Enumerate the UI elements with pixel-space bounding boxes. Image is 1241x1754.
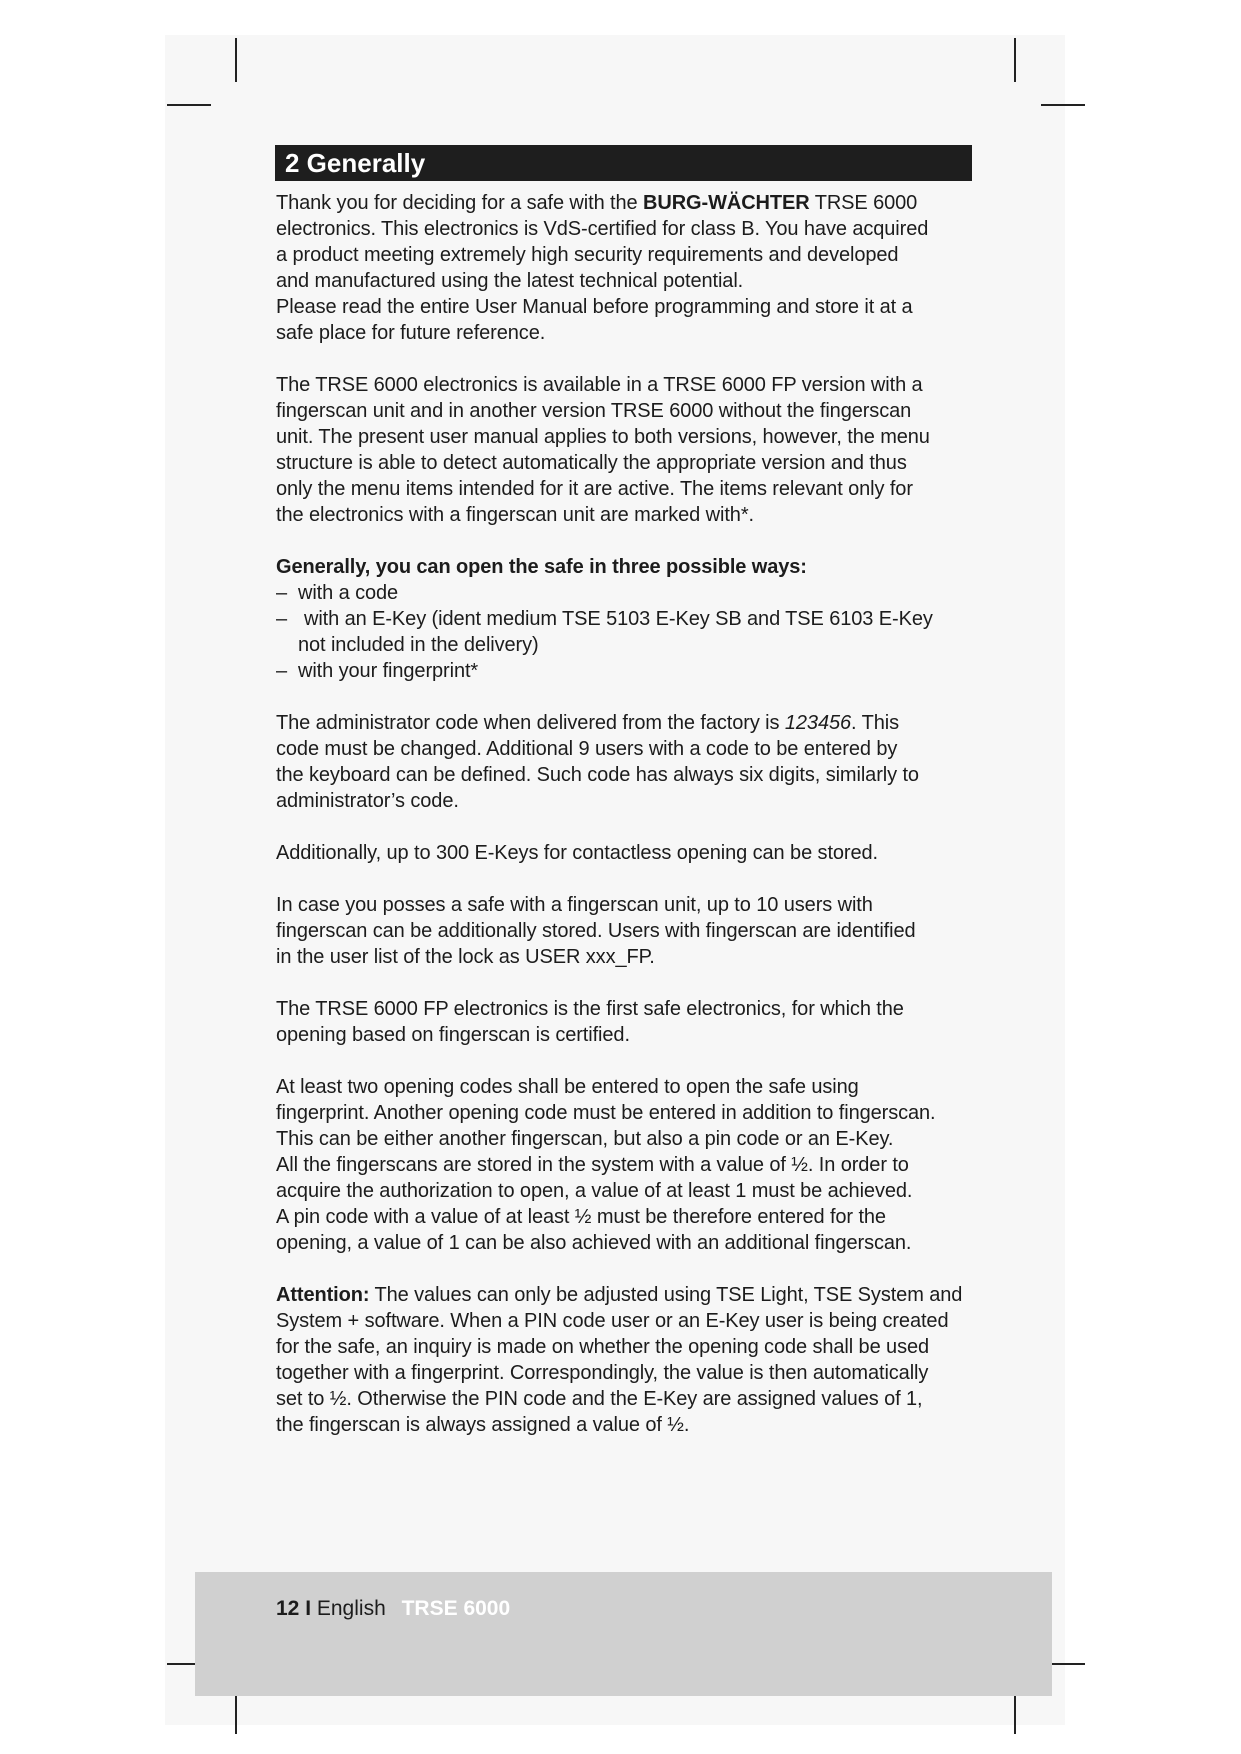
intro-line-3: a product meeting extremely high security requirements and developed [276,244,899,266]
intro-line-1-rest: TRSE 6000 [814,192,918,214]
versions-line: The TRSE 6000 electronics is available in a TRSE 6000 FP version with a [276,374,923,396]
certified-line: opening based on fingerscan is certified. [276,1024,630,1046]
fingerscan-line: fingerscan can be additionally stored. Users with fingerscan are identified [276,920,916,942]
admin-line-1-text: The administrator code when delivered from the factory is [276,712,780,734]
opening-codes-line: opening, a value of 1 can be also achieved with an additional fingerscan. [276,1232,912,1254]
dash: – [276,660,288,682]
intro-line-4: and manufactured using the latest technical potential. [276,270,744,292]
attention-line: the fingerscan is always assigned a value of ½. [276,1414,690,1436]
certified-line: The TRSE 6000 FP electronics is the first safe electronics, for which the [276,998,904,1020]
fingerscan-line: In case you posses a safe with a fingerscan unit, up to 10 users with [276,894,873,916]
section-heading: 2 Generally [275,145,972,181]
attention-line-1 [276,1282,976,1308]
list-item [276,580,976,606]
ways-list [276,580,976,684]
intro-line-5: Please read the entire User Manual before programming and store it at a [276,296,913,318]
attention-label: Attention: [276,1284,370,1306]
list-item-text: with an E-Key (ident medium TSE 5103 E-Key SB and TSE 6103 E-Key [304,608,933,630]
fingerscan-users-paragraph [276,892,976,970]
footer-language: English [316,1597,386,1620]
crop-mark-bottom-right-vertical [1014,1690,1016,1734]
attention-line: together with a fingerprint. Correspondingly, the value is then automatically [276,1362,929,1384]
intro-paragraph [276,190,976,346]
opening-codes-line: A pin code with a value of at least ½ must be therefore entered for the [276,1206,886,1228]
opening-codes-paragraph [276,1074,976,1256]
fingerscan-line: in the user list of the lock as USER xxx_FP. [276,946,655,968]
attention-line: set to ½. Otherwise the PIN code and the E-Key are assigned values of 1, [276,1388,923,1410]
list-item-text-continued: not included in the delivery) [298,634,539,656]
admin-line-2: code must be changed. Additional 9 users with a code to be entered by [276,738,898,760]
intro-line-2: electronics. This electronics is VdS-certified for class B. You have acquired [276,218,929,240]
intro-line-6: safe place for future reference. [276,322,546,344]
versions-line: only the menu items intended for it are active. The items relevant only for [276,478,913,500]
intro-line-1 [276,190,976,216]
opening-codes-line: fingerprint. Another opening code must be entered in addition to fingerscan. [276,1102,936,1124]
attention-line: for the safe, an inquiry is made on whether the opening code shall be used [276,1336,930,1358]
dash: – [276,582,288,604]
opening-codes-line: acquire the authorization to open, a value of at least 1 must be achieved. [276,1180,913,1202]
attention-paragraph [276,1282,976,1438]
ways-title: Generally, you can open the safe in three possible ways: [276,556,807,578]
opening-codes-line: This can be either another fingerscan, but also a pin code or an E-Key. [276,1128,894,1150]
footer-model: TRSE 6000 [401,1597,511,1620]
crop-mark-bottom-left-vertical [235,1690,237,1734]
opening-codes-line: All the fingerscans are stored in the system with a value of ½. In order to [276,1154,909,1176]
page-footer [195,1572,1052,1696]
admin-line-1 [276,710,976,736]
versions-line: structure is able to detect automatically the appropriate version and thus [276,452,907,474]
attention-line: System + software. When a PIN code user or an E-Key user is being created [276,1310,949,1332]
admin-default-code: 123456 [784,712,852,734]
list-item [276,658,976,684]
versions-line: the electronics with a fingerscan unit are marked with*. [276,504,754,526]
dash: – [276,608,288,630]
list-item [276,606,976,658]
footer-text [276,1596,510,1622]
list-item-text: with a code [298,582,399,604]
versions-line: unit. The present user manual applies to both versions, however, the menu [276,426,930,448]
brand-name: BURG-WÄCHTER [643,192,810,214]
attention-line-1-text: The values can only be adjusted using TSE Light, TSE System and [374,1284,963,1306]
page-number: 12 I [276,1597,312,1620]
crop-mark-top-left-vertical [235,38,237,82]
crop-mark-top-right-vertical [1014,38,1016,82]
intro-lead: Thank you for deciding for a safe with the [276,192,638,214]
body-text [276,190,976,1464]
list-item-text: with your fingerprint* [298,660,479,682]
versions-paragraph [276,372,976,528]
opening-codes-line: At least two opening codes shall be entered to open the safe using [276,1076,859,1098]
admin-line-4: administrator’s code. [276,790,459,812]
crop-mark-top-right-horizontal [1041,104,1085,106]
crop-mark-top-left-horizontal [167,104,211,106]
ekeys-paragraph: Additionally, up to 300 E-Keys for contactless opening can be stored. [276,842,878,864]
admin-paragraph [276,710,976,814]
admin-line-3: the keyboard can be defined. Such code has always six digits, similarly to [276,764,919,786]
versions-line: fingerscan unit and in another version TRSE 6000 without the fingerscan [276,400,912,422]
certified-paragraph [276,996,976,1048]
admin-line-1-end: . This [851,712,899,734]
